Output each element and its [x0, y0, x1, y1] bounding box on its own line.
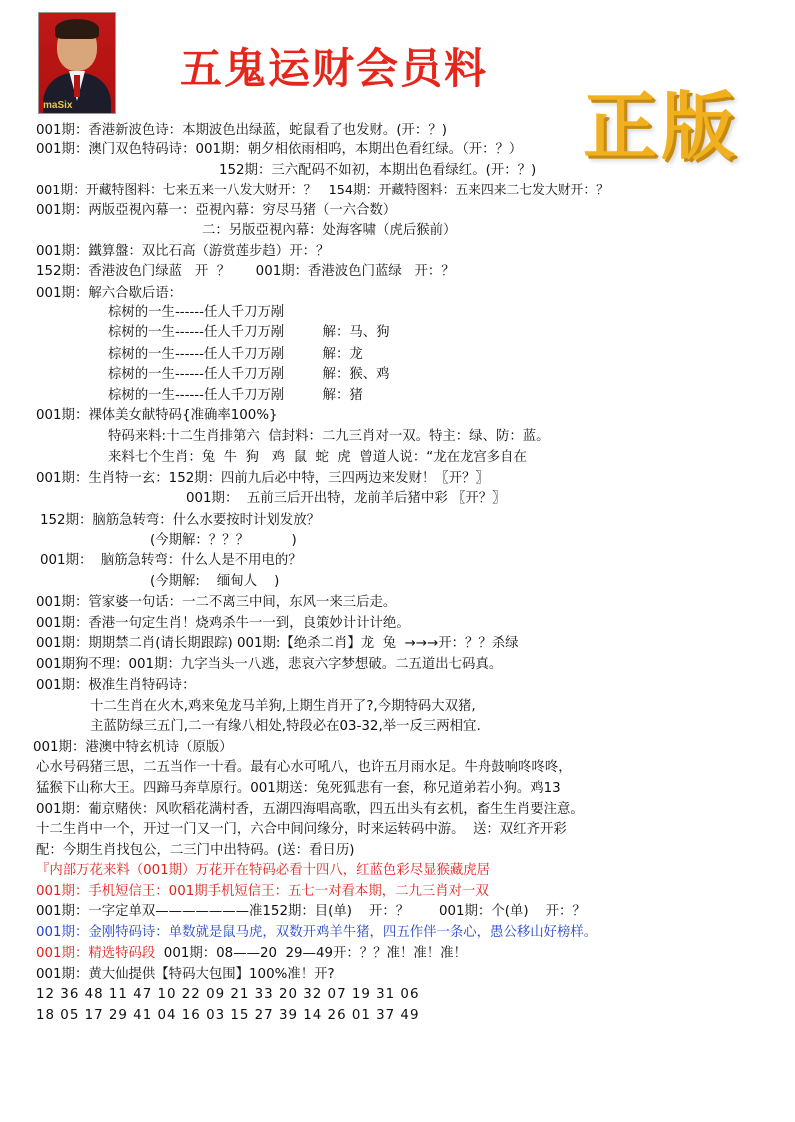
text-line: 001期：鐵算盤：双比石高（游赏莲步趋）开：？ [36, 244, 330, 259]
text-line: 棕树的一生------任人千刀万剐 解：猪 [108, 388, 363, 403]
text-line: 棕树的一生------任人千刀万剐 解：龙 [108, 347, 363, 362]
line-rest: 001期：08——20 29—49开：？？准！准！准！ [155, 946, 467, 961]
text-line: 001期： 五前三后开出特，龙前羊后猪中彩 〖开？〗 [186, 491, 506, 506]
number-row: 18 05 17 29 41 04 16 03 15 27 39 14 26 01 37 49 [36, 1008, 420, 1023]
text-line-mixed [36, 944, 467, 964]
text-line: 001期：葡京赌侠：风吹稻花满村香，五湖四海唱高歌，四五出头有玄机，畜生生肖要注意。 [36, 802, 584, 817]
text-line: 心水号码猪三思，二五当作一十看。最有心水可吼八，也许五月雨水足。牛舟鼓响咚咚咚， [36, 760, 572, 775]
text-line: 001期：期期禁二肖(请长期跟踪) 001期:【绝杀二肖】龙 兔 →→→开：？？杀绿 [36, 636, 519, 651]
text-line: 001期：澳门双色特码诗：001期：朝夕相依雨相呜，本期出色看红绿。（开：？） [36, 142, 523, 157]
text-line: 配：今期生肖找包公，二三门中出特码。(送：看日历) [36, 843, 355, 858]
text-line: 来料七个生肖：兔 牛 狗 鸡 鼠 蛇 虎 曾道人说：“龙在龙宫多自在 [108, 450, 527, 465]
number-row: 12 36 48 11 47 10 22 09 21 33 20 32 07 19 31 06 [36, 987, 420, 1002]
text-line: 152期：脑筋急转弯：什么水要按时计划发放？ [40, 513, 320, 528]
text-line: 特码来料:十二生肖排第六 信封料：二九三肖对一双。特主：绿、防：蓝。 [108, 429, 550, 444]
portrait-photo [38, 12, 116, 114]
text-line: 152期：香港波色门绿蓝 开 ？ 001期：香港波色门蓝绿 开：？ [36, 264, 455, 279]
text-line: 001期：一字定单双———————准152期：目(单) 开：？ 001期：个(单) 开：？ [36, 904, 586, 919]
text-line: 001期：两版亞視內幕一：亞視內幕：穷尽马猪（一六合数） [36, 203, 397, 218]
text-line: 001期：港澳中特玄机诗（原版） [33, 740, 233, 755]
text-line: 001期：解六合歇后语： [36, 286, 183, 301]
text-line: 主蓝防绿三五门,二一有缘八相处,特段必在03-32,举一反三两相宜. [90, 719, 481, 734]
text-line: 001期：裸体美女献特码{准确率100%} [36, 408, 278, 423]
genuine-stamp: 正版 [583, 84, 739, 170]
portrait-tie [74, 75, 80, 97]
text-line: (今期解：？？？ ) [150, 533, 297, 548]
text-line: 十二生肖在火木,鸡来兔龙马羊狗,上期生肖开了?,今期特码大双猪, [90, 699, 476, 714]
text-line: 001期：极准生肖特码诗： [36, 678, 196, 693]
text-line-red: 001期：手机短信王：001期手机短信王：五七一对看本期，二九三肖对一双 [36, 884, 489, 899]
text-line: 001期：香港一句定生肖！烧鸡杀牛一一到，良策妙计计计绝。 [36, 616, 410, 631]
text-line: 001期：管家婆一句话：一二不离三中间，东风一来三后走。 [36, 595, 397, 610]
portrait-hair [55, 19, 99, 39]
text-line: 棕树的一生------任人千刀万剐 [108, 305, 285, 320]
text-line: 001期狗不理：001期：九字当头一八逃，悲哀六字梦想破。二五道出七码真。 [36, 657, 503, 672]
text-line-red: 『内部万花来料（001期）万花开在特码必看十四八，红蓝色彩尽显猴藏虎居 [36, 863, 491, 878]
text-line: 001期：黄大仙提供【特码大包围】100%准！开? [36, 967, 335, 982]
text-line: 152期：三六配码不如初，本期出色看绿红。(开：？) [219, 163, 537, 178]
text-line: 猛猴下山称大王。四蹄马奔草原行。001期送：兔死狐悲有一套，称兄道弟若小狗。鸡13 [36, 781, 561, 796]
text-line: 十二生肖中一个，开过一门又一门，六合中间问缘分，时来运转码中游。 送：双红齐开彩 [36, 822, 567, 837]
highlight-label: 001期：精选特码段 [36, 946, 156, 961]
photo-watermark: maSix [43, 100, 73, 111]
text-line: 001期：开藏特图料：七来五来一八发大财开：？ 154期：开藏特图料：五来四来二七发大财开：？ [36, 183, 609, 198]
text-line: 001期：香港新波色诗：本期波色出绿蓝，蛇鼠看了也发财。(开：？) [36, 123, 447, 138]
text-line: 001期：生肖特一玄：152期：四前九后必中特，三四两边来发财！〖开？〗 [36, 471, 489, 486]
text-line: 001期： 脑筋急转弯：什么人是不用电的？ [40, 553, 302, 568]
text-line: (今期解: 缅甸人 ) [150, 574, 280, 589]
text-line-blue: 001期：金刚特码诗：单数就是鼠马虎，双数开鸡羊牛猪，四五作伴一条心，愚公移山好榜样。 [36, 925, 598, 940]
text-line: 棕树的一生------任人千刀万剐 解：马、狗 [108, 325, 390, 340]
text-line: 二：另版亞視內幕：处海客啸（虎后猴前） [202, 223, 457, 238]
page-title: 五鬼运财会员料 [180, 44, 489, 93]
text-line: 棕树的一生------任人千刀万剐 解：猴、鸡 [108, 367, 390, 382]
